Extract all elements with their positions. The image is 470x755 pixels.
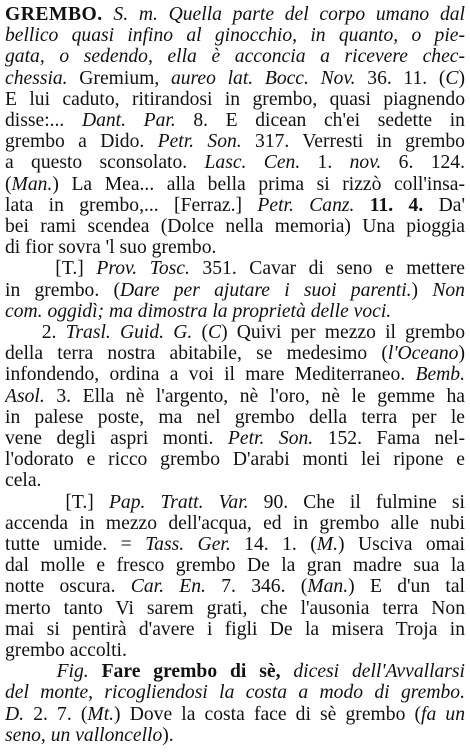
entry-text-segment: ) [411, 279, 433, 301]
entry-text-segment: Trasl. Guid. G. [65, 322, 193, 343]
entry-text-segment: della terra nostra abitabile, se medesimo ( [5, 343, 388, 365]
headword: GREMBO. [5, 4, 103, 25]
entry-text-segment: 14. 1. ( [230, 534, 317, 555]
entry-text-segment: [T.] [5, 491, 109, 513]
entry-text-segment: ) Dove la costa face di sè grembo ( [114, 703, 422, 725]
entry-text-segment: bellico quasi infino al ginocchio, in quanto, o pie- [5, 25, 465, 47]
entry-text-segment: Lasc. Cen. [204, 152, 301, 174]
entry-text-segment: Asol. [5, 385, 45, 407]
entry-text-segment: di fior sovra 'l suo grembo. [5, 237, 217, 259]
entry-text-segment: notte oscura. [5, 576, 131, 598]
entry-text-segment: a questo sconsolato. [5, 152, 205, 174]
entry-text-segment: Tass. Ger. [145, 534, 231, 555]
entry-text-segment: 3. Ella nè l'argento, nè l'oro, nè le gemme ha [44, 385, 465, 407]
entry-text-segment: 1. [300, 152, 350, 174]
entry-text-segment: S. m. Quella parte del corpo umano dal [102, 4, 465, 25]
entry-text-segment: ) E d'un tal [348, 576, 465, 598]
entry-text-segment: M. [316, 534, 339, 555]
entry-text-segment: lata in grembo,... [Ferraz.] [5, 194, 258, 216]
entry-text-segment: Petr. Son. [157, 131, 242, 153]
entry-text-segment: Petr. Son. [227, 428, 314, 449]
entry-text-segment: Prov. Tosc. [96, 258, 190, 280]
entry-text-segment: Man. [11, 173, 53, 195]
entry-text-segment: 8. E dicean ch'ei sedette in [175, 110, 465, 131]
entry-text-segment: 90. Che il fulmine si [248, 491, 465, 513]
entry-text-segment: Mt. [87, 703, 115, 725]
entry-text-segment: 2. 7. ( [24, 703, 88, 725]
entry-text-segment: Man. [307, 576, 349, 598]
entry-text-segment: C [207, 322, 222, 343]
entry-text-segment: l'Oceano [387, 343, 459, 365]
entry-text-segment: E lui caduto, ritirandosi in grembo, quasi piagnendo [5, 88, 465, 110]
entry-text-segment: aureo lat. Bocc. Nov. [170, 67, 356, 89]
entry-text-segment: l'odorato e ricco grembo D'arabi monti lei ripone e [5, 449, 465, 471]
entry-text-segment: ) Quivi per mezzo il grembo [221, 322, 465, 343]
entry-text-segment: grembo accolti. [5, 640, 127, 661]
entry-text-segment: ) [458, 343, 465, 365]
entry-text-segment: seno, un valloncello [5, 724, 163, 746]
entry-text-segment: Pap. Tratt. Var. [108, 491, 249, 513]
entry-text-segment: ) [458, 67, 465, 89]
entry-text-segment: gata, o sedendo, ella è acconcia a ricevere chec- [5, 46, 465, 68]
entry-line [5, 724, 465, 748]
entry-text-segment: [T.] [5, 258, 97, 280]
entry-text-segment: tutte umide. = [5, 534, 146, 555]
entry-text-segment: 36. 11. ( [355, 67, 446, 89]
entry-text-segment: 152. Fama nel- [313, 428, 465, 449]
entry-text-segment: 2. [5, 322, 66, 343]
entry-text-segment: Da' [423, 194, 465, 216]
entry-text-segment: C [445, 67, 459, 89]
entry-text-segment: ) La Mea... alla bella prima si rizzò coll'insa- [52, 173, 465, 195]
entry-text-segment: Bemb. [415, 364, 465, 386]
entry-text-segment: mai si pentirà d'avere i figli De la misera Troja in [5, 618, 465, 640]
entry-text-segment: com. oggidì; ma dimostra la proprietà delle voci. [5, 300, 392, 322]
entry-text-segment: in palese poste, ma nel grembo della terra per le [5, 406, 465, 428]
entry-text-segment: Fig. [56, 661, 89, 683]
entry-text-segment: Gremium, [67, 67, 171, 89]
entry-text-segment: ) Usciva omai [338, 534, 465, 555]
entry-text-segment: Dant. Par. [81, 110, 176, 131]
entry-text-segment: vene degli aspri monti. [5, 428, 228, 449]
entry-text-segment: chessia. [5, 67, 68, 89]
entry-text-segment: in grembo. ( [5, 279, 120, 301]
entry-text-segment: Dare per ajutare i suoi parenti. [119, 279, 412, 301]
entry-text-segment: Fare grembo di sè, [88, 661, 281, 683]
entry-text-segment: 317. Verresti in grembo [241, 131, 465, 153]
entry-text-segment: infondendo, ordina a voi il mare Mediterraneo. [5, 364, 416, 386]
entry-text-segment: cela. [5, 470, 42, 492]
entry-text-segment: dicesi dell'Avvallarsi [280, 661, 465, 683]
entry-text-segment: nov. [349, 152, 382, 174]
entry-text-segment: dal molle e fresco grembo De la gran madre sua la [5, 555, 465, 577]
entry-text-segment: bei rami scendea (Dolce nella memoria) Una pioggia [5, 216, 465, 237]
entry-text-segment: 7. 346. ( [205, 576, 308, 598]
entry-text-segment: grembo a Dido. [5, 131, 158, 153]
dictionary-entry [5, 3, 465, 755]
entry-text-segment: 6. 124. [381, 152, 465, 174]
entry-text-segment: del monte, ricogliendosi la costa a modo di grembo. [5, 682, 465, 704]
entry-text-segment [5, 661, 57, 682]
entry-text-segment: ( [5, 173, 12, 195]
entry-text-segment: fa un [421, 703, 465, 725]
entry-text-segment: 351. Cavar di seno e mettere [189, 258, 465, 280]
entry-text-segment: 11. 4. [354, 194, 424, 216]
entry-text-segment: Car. En. [130, 576, 206, 598]
entry-text-segment: ( [192, 322, 208, 343]
entry-text-segment: Non [432, 279, 465, 301]
entry-text-segment: accenda in mezzo dell'acqua, ed in grembo alle nubi [5, 512, 465, 534]
entry-text-segment: merto tanto Vi sarem grati, che l'ausonia terra Non [5, 597, 465, 619]
entry-text-segment: disse:... [5, 110, 82, 131]
entry-text-segment: ). [162, 724, 174, 746]
entry-text-segment: Petr. Canz. [257, 194, 355, 216]
entry-text-segment: D. [5, 703, 25, 725]
